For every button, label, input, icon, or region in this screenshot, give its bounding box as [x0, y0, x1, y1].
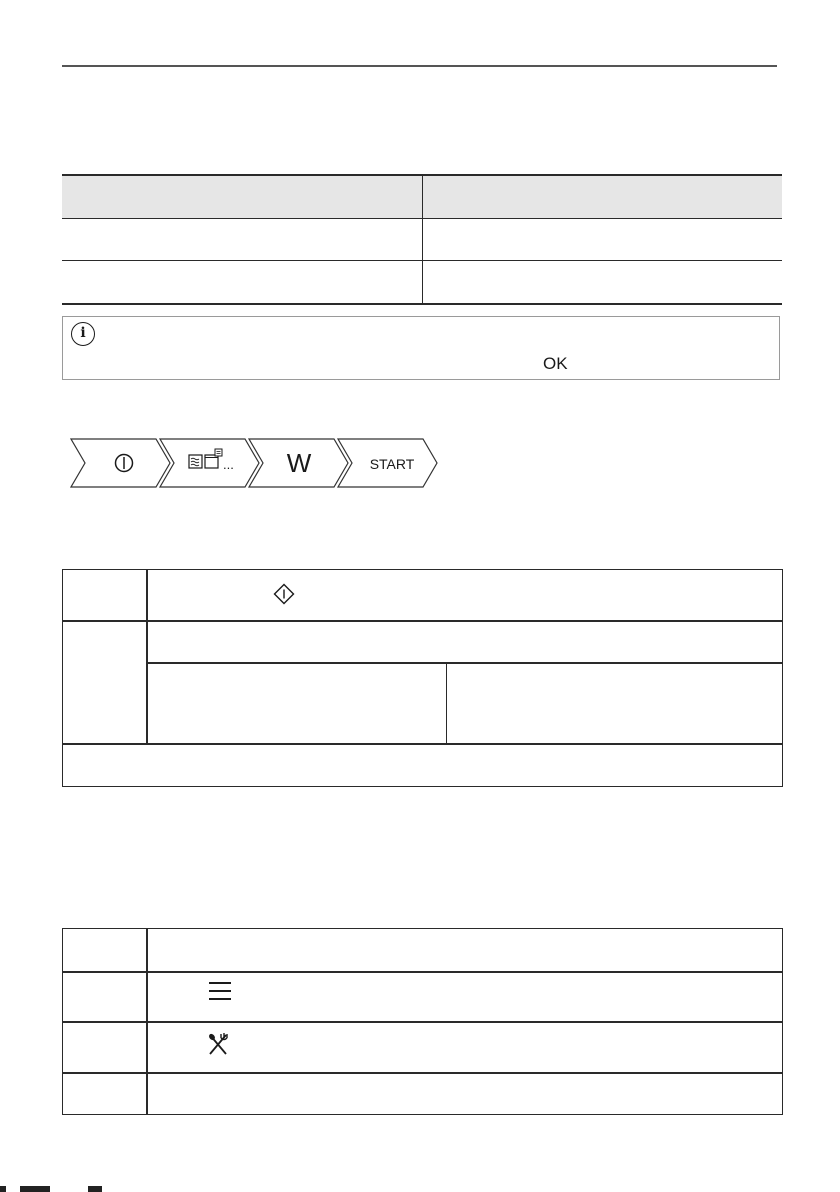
table-border	[62, 971, 782, 973]
sequence-step-label: START	[369, 456, 415, 472]
sequence-step-heating-function	[160, 439, 259, 487]
table-border	[782, 569, 783, 787]
menu-icon	[208, 981, 232, 1001]
table-border	[62, 743, 782, 745]
info-icon: i	[71, 322, 95, 346]
sequence-step-power	[71, 439, 170, 487]
table-border	[62, 620, 782, 622]
sequence-step-label: ...	[223, 457, 234, 472]
table-border	[62, 569, 63, 787]
page-header-rule	[62, 65, 777, 67]
table-border	[782, 928, 783, 1115]
sequence-step-label: W	[286, 448, 312, 478]
table-border	[62, 928, 782, 929]
cutlery-icon	[206, 1032, 230, 1056]
table-border	[147, 662, 782, 664]
sequence-step-start	[338, 439, 437, 487]
footer-fragment	[20, 1186, 50, 1192]
start-diamond-icon	[273, 583, 295, 605]
table-border	[62, 928, 63, 1115]
heating-functions-icon	[189, 449, 222, 468]
sequence-step-power-level	[249, 439, 348, 487]
table-column-divider	[146, 569, 148, 744]
table-column-divider	[146, 928, 148, 1115]
table-border	[62, 786, 782, 787]
footer-fragment	[0, 1186, 6, 1192]
info-note	[62, 316, 780, 380]
table-border	[62, 1021, 782, 1023]
table-column-divider	[422, 174, 423, 304]
table-border	[62, 1114, 782, 1115]
table-border	[62, 569, 782, 570]
footer-fragment	[88, 1186, 102, 1192]
table-column-divider	[446, 662, 447, 744]
power-icon	[116, 455, 133, 472]
ok-key-label: OK	[543, 354, 568, 373]
operation-sequence	[70, 438, 440, 488]
table-border	[62, 1072, 782, 1074]
